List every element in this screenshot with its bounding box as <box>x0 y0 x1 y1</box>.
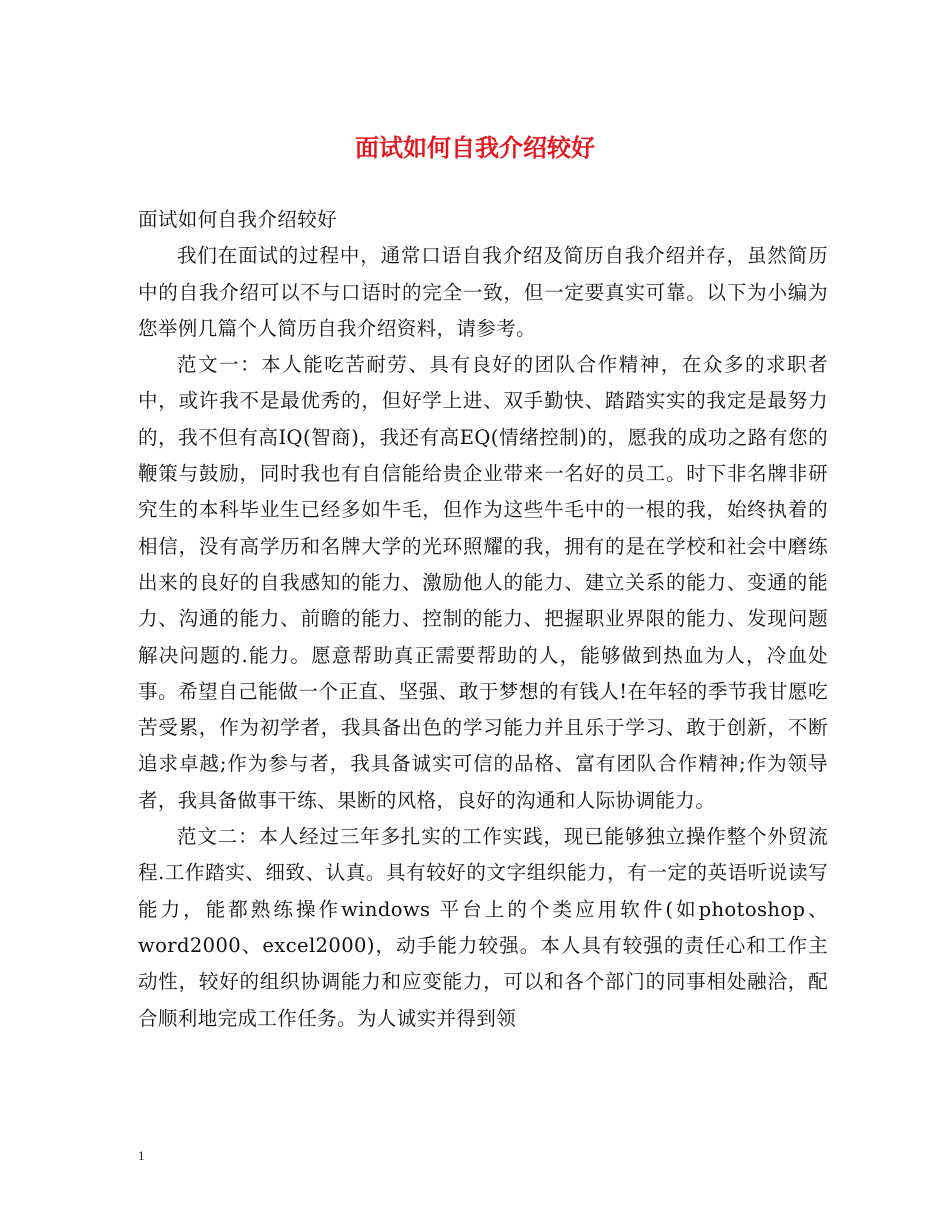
paragraph-intro: 我们在面试的过程中，通常口语自我介绍及简历自我介绍并存，虽然简历中的自我介绍可以不与口语时的完全一致，但一定要真实可靠。以下为小编为您举例几篇个人简历自我介绍资料，请参考。 <box>138 244 828 340</box>
page-number: 1 <box>138 1148 145 1163</box>
paragraph-sample-two: 范文二：本人经过三年多扎实的工作实践，现已能够独立操作整个外贸流程.工作踏实、细致、认真。具有较好的文字组织能力，有一定的英语听说读写能力，能都熟练操作windows 平台上的个类应用软件(如photoshop、word2000、excel2000)，动手能力较强。本人具有较强的责任心和工作主动性，较好的组织协调能力和应变能力，可以和各个部门的同事相处融洽，配合顺利地完成工作任务。为人诚实并得到领 <box>138 825 828 1030</box>
page-title: 面试如何自我介绍较好 <box>355 133 595 162</box>
paragraph-sample-one: 范文一：本人能吃苦耐劳、具有良好的团队合作精神，在众多的求职者中，或许我不是最优秀的，但好学上进、双手勤快、踏踏实实的我定是最努力的，我不但有高IQ(智商)，我还有高EQ(情绪控制)的，愿我的成功之路有您的鞭策与鼓励，同时我也有自信能给贵企业带来一名好的员工。时下非名牌非研究生的本科毕业生已经多如牛毛，但作为这些牛毛中的一根的我，始终执着的相信，没有高学历和名牌大学的光环照耀的我，拥有的是在学校和社会中磨练出来的良好的自我感知的能力、激励他人的能力、建立关系的能力、变通的能力、沟通的能力、前瞻的能力、控制的能力、把握职业界限的能力、发现问题解决问题的.能力。愿意帮助真正需要帮助的人，能够做到热血为人，冷血处事。希望自己能做一个正直、坚强、敢于梦想的有钱人!在年轻的季节我甘愿吃苦受累，作为初学者，我具备出色的学习能力并且乐于学习、敢于创新，不断追求卓越;作为参与者，我具备诚实可信的品格、富有团队合作精神;作为领导者，我具备做事干练、果断的风格，良好的沟通和人际协调能力。 <box>138 353 828 812</box>
document-body <box>138 202 828 1037</box>
section-heading: 面试如何自我介绍较好 <box>138 208 338 231</box>
